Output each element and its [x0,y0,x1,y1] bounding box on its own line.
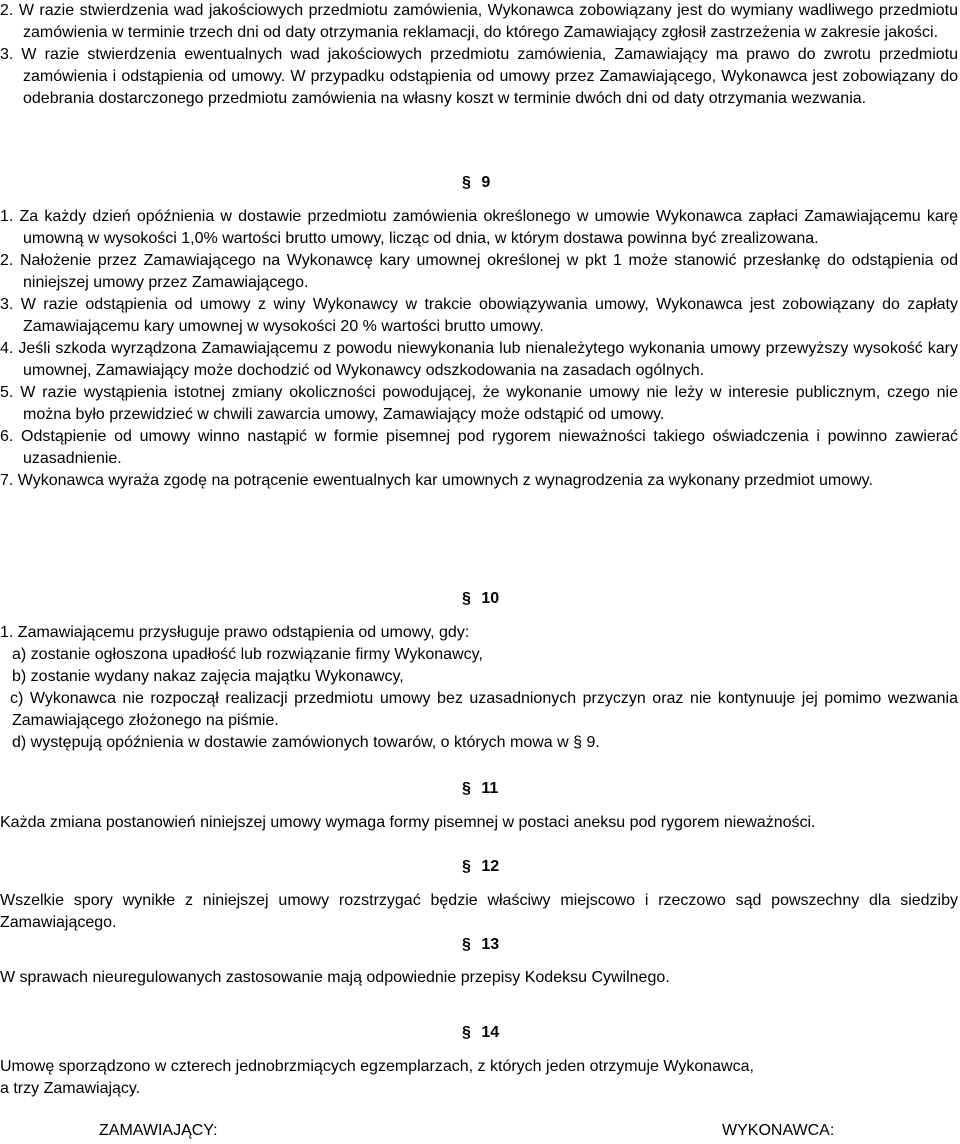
paragraph-11: Każda zmiana postanowień niniejszej umowy wymaga formy pisemnej w postaci aneksu pod rygorem nieważności. [0,814,816,831]
section-12-heading [462,856,499,878]
section-symbol: § [462,1024,471,1041]
list-item-10-a: a) zostanie ogłoszona upadłość lub rozwiązanie firmy Wykonawcy, [12,646,483,663]
list-item-10-b: b) zostanie wydany nakaz zajęcia majątku Wykonawcy, [12,668,404,685]
paragraph-8-3: 3. W razie stwierdzenia ewentualnych wad jakościowych przedmiotu zamówienia, Zamawiający ma prawo do zwrotu przedmiotu zamówienia i odstąpienia od umowy. W przypadku odstąpienia od umowy przez Zamawiającego, Wykonawca jest zobowiązany do odebrania dostarczonego przedmiotu zamówienia na własny koszt w terminie dwóch dni od daty otrzymania wezwania. [0,46,958,107]
paragraph-8-2: 2. W razie stwierdzenia wad jakościowych przedmiotu zamówienia, Wykonawca zobowiązany jest do wymiany wadliwego przedmiotu zamówienia w terminie trzech dni od daty otrzymania reklamacji, do którego Zamawiający zgłosił zastrzeżenia w zakresie jakości. [0,2,958,41]
section-number: 9 [481,174,491,191]
section-number: 12 [481,858,500,875]
list-item-10-d: d) występują opóźnienia w dostawie zamówionych towarów, o których mowa w § 9. [12,734,600,751]
section-symbol: § [462,780,471,797]
paragraph-14-line-2: a trzy Zamawiający. [0,1080,141,1097]
section-11-heading [462,778,498,800]
paragraph-9-4: 4. Jeśli szkoda wyrządzona Zamawiającemu z powodu niewykonania lub nienależytego wykonania umowy przewyższy wysokość kary umownej, Zamawiający może dochodzić od Wykonawcy odszkodowania na zasadach ogólnych. [0,340,958,379]
section-14-heading [462,1022,499,1044]
section-number: 10 [481,590,500,607]
section-9-body [0,206,958,492]
section-8-continuation [0,0,958,110]
paragraph-14-line-1: Umowę sporządzono w czterech jednobrzmiących egzemplarzach, z których jeden otrzymuje Wykonawca, [0,1058,754,1075]
list-item-10-c: c) Wykonawca nie rozpoczął realizacji przedmiotu umowy bez uzasadnionych przyczyn oraz nie kontynuuje jej pomimo wezwania Zamawiającego złożonego na piśmie. [10,690,958,729]
section-10-body [0,622,958,754]
section-9-heading [462,172,490,194]
paragraph-9-7: 7. Wykonawca wyraża zgodę na potrącenie ewentualnych kar umownych z wynagrodzenia za wykonany przedmiot umowy. [0,472,873,489]
section-symbol: § [462,936,471,953]
paragraph-9-6: 6. Odstąpienie od umowy winno nastąpić w formie pisemnej pod rygorem nieważności takiego oświadczenia i powinno zawierać uzasadnienie. [0,428,958,467]
paragraph-14 [0,1056,958,1100]
paragraph-9-3: 3. W razie odstąpienia od umowy z winy Wykonawcy w trakcie obowiązywania umowy, Wykonawca jest zobowiązany do zapłaty Zamawiającemu kary umownej w wysokości 20 % wartości brutto umowy. [0,296,958,335]
signature-row [0,1120,960,1142]
paragraph-12: Wszelkie spory wynikłe z niniejszej umowy rozstrzygać będzie właściwy miejscowo i rzeczowo sąd powszechny dla siedziby Zamawiającego. [0,892,958,931]
paragraph-13: W sprawach nieuregulowanych zastosowanie mają odpowiednie przepisy Kodeksu Cywilnego. [0,969,670,986]
section-number: 11 [481,780,499,797]
section-symbol: § [462,590,471,607]
section-13-heading [462,934,499,956]
section-number: 14 [481,1024,500,1041]
signature-zamawiajacy: ZAMAWIAJĄCY: [99,1122,218,1139]
section-symbol: § [462,858,471,875]
paragraph-9-2: 2. Nałożenie przez Zamawiającego na Wykonawcę kary umownej określonej w pkt 1 może stanowić przesłankę do odstąpienia od niniejszej umowy przez Zamawiającego. [0,252,958,291]
signature-wykonawca: WYKONAWCA: [722,1122,835,1139]
section-symbol: § [462,174,471,191]
paragraph-9-5: 5. W razie wystąpienia istotnej zmiany okoliczności powodującej, że wykonanie umowy nie leży w interesie publicznym, czego nie można było przewidzieć w chwili zawarcia umowy, Zamawiający może odstąpić od umowy. [0,384,958,423]
paragraph-10-1: 1. Zamawiającemu przysługuje prawo odstąpienia od umowy, gdy: [0,624,470,641]
section-10-heading [462,588,499,610]
section-number: 13 [481,936,500,953]
paragraph-9-1: 1. Za każdy dzień opóźnienia w dostawie przedmiotu zamówienia określonego w umowie Wykonawca zapłaci Zamawiającemu karę umowną w wysokości 1,0% wartości brutto umowy, licząc od dnia, w którym dostawa powinna być zrealizowana. [0,208,958,247]
